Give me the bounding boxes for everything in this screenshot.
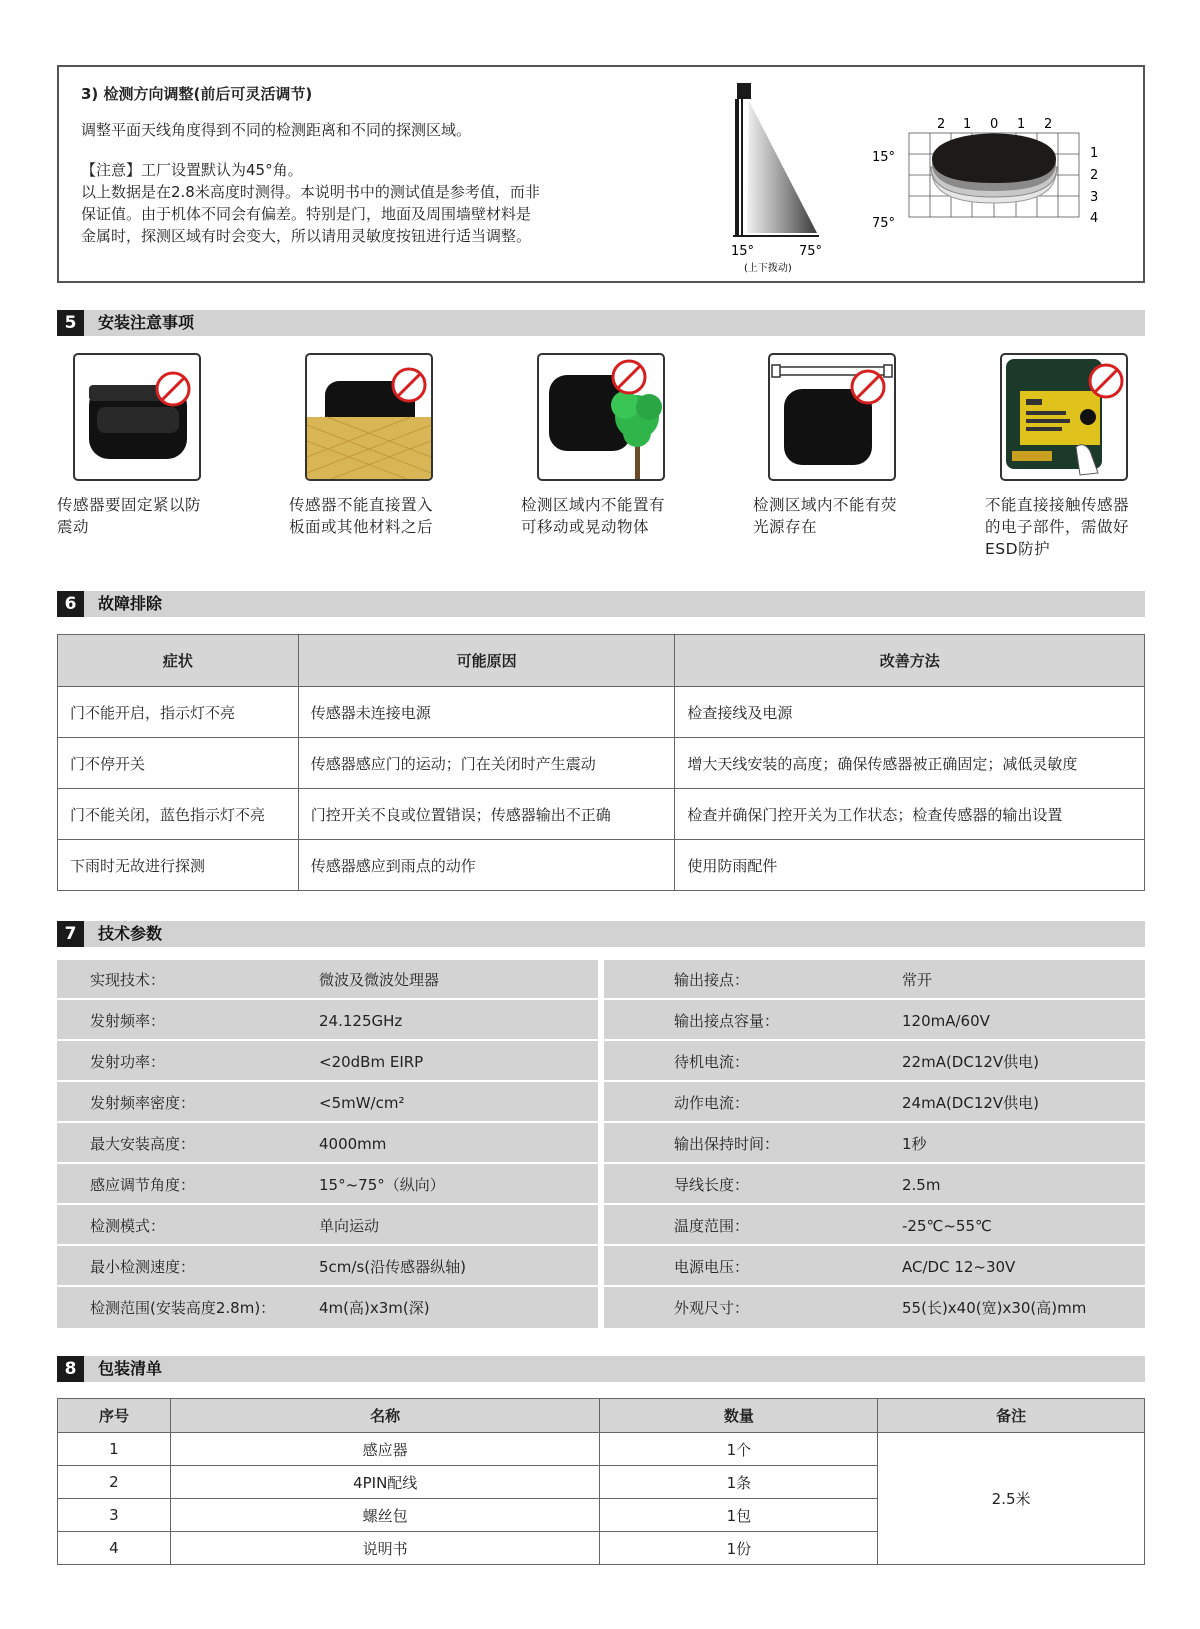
spec-key: 电源电压： (674, 1258, 750, 1276)
spec-row (604, 1042, 1145, 1082)
spec-key: 最大安装高度： (90, 1135, 196, 1153)
zone-top-label: 2 (937, 117, 946, 132)
table-row (58, 1433, 1145, 1466)
remark-cell: 2.5米 (878, 1433, 1145, 1565)
quantity-cell: 1个 (600, 1433, 878, 1466)
troubleshooting-table (57, 634, 1145, 891)
column-header: 可能原因 (298, 635, 675, 687)
zone-angle-top: 15° (872, 150, 896, 165)
spec-value: 常开 (902, 971, 933, 989)
angle-caption: (上下拨动) (744, 263, 792, 274)
install-caption (521, 494, 696, 538)
zone-side-label: 4 (1090, 211, 1099, 226)
spec-value: <20dBm EIRP (319, 1053, 424, 1071)
section-number: 6 (57, 591, 84, 617)
column-header: 名称 (170, 1399, 600, 1433)
detection-direction-box (57, 65, 1145, 283)
spec-value: 15°~75°（纵向） (319, 1176, 445, 1194)
caption-line: ESD防护 (985, 540, 1051, 558)
spec-key: 输出接点容量： (674, 1012, 780, 1030)
cause-cell: 传感器感应到雨点的动作 (298, 840, 675, 891)
detection-direction-desc: 调整平面天线角度得到不同的检测距离和不同的探测区域。 (81, 121, 472, 139)
detection-direction-title: 3) 检测方向调整(前后可灵活调节) (81, 85, 313, 103)
item-name-cell: 说明书 (170, 1532, 600, 1565)
zone-top-label: 2 (1044, 117, 1053, 132)
caption-line: 的电子部件，需做好 (985, 518, 1130, 536)
install-caption (753, 494, 928, 538)
index-cell: 3 (58, 1499, 171, 1532)
spec-key: 导线长度： (674, 1176, 750, 1194)
caption-line: 检测区域内不能有荧 (753, 496, 898, 514)
spec-value: 120mA/60V (902, 1012, 990, 1030)
install-icon-electronics (1000, 353, 1128, 481)
spec-row (57, 1247, 598, 1287)
quantity-cell: 1包 (600, 1499, 878, 1532)
zone-top-label: 1 (963, 117, 972, 132)
note-line: 【注意】工厂设置默认为45°角。 (81, 161, 303, 179)
spec-key: 实现技术： (90, 971, 166, 989)
section-title: 包装清单 (98, 1359, 163, 1378)
angle-max-label: 75° (799, 244, 823, 259)
symptom-cell: 门不能关闭，蓝色指示灯不亮 (58, 789, 299, 840)
specs-left-column (57, 960, 598, 1328)
spec-value: 22mA(DC12V供电) (902, 1053, 1040, 1071)
prohibit-icon (393, 369, 425, 401)
install-caption (57, 494, 232, 538)
spec-value: 1秒 (902, 1135, 927, 1153)
spec-key: 输出保持时间： (674, 1135, 780, 1153)
detection-zone-diagram (854, 111, 1144, 281)
detection-note (81, 159, 621, 247)
symptom-cell: 门不停开关 (58, 738, 299, 789)
spec-key: 发射功率： (90, 1053, 166, 1071)
zone-side-label: 3 (1090, 190, 1099, 205)
install-icon-moving-objects (537, 353, 665, 481)
spec-key: 检测模式： (90, 1217, 166, 1235)
spec-key: 检测范围(安装高度2.8m)： (90, 1299, 276, 1317)
caption-line: 板面或其他材料之后 (289, 518, 434, 536)
quantity-cell: 1条 (600, 1466, 878, 1499)
section-number: 5 (57, 310, 84, 336)
section-number: 7 (57, 921, 84, 947)
spec-value: 4m(高)x3m(深) (319, 1299, 430, 1317)
column-header: 数量 (600, 1399, 878, 1433)
spec-value: 2.5m (902, 1176, 941, 1194)
install-icon-fluorescent (768, 353, 896, 481)
zone-angle-bottom: 75° (872, 216, 896, 231)
spec-value: 24.125GHz (319, 1012, 403, 1030)
zone-top-label: 0 (990, 117, 999, 132)
spec-key: 待机电流： (674, 1053, 750, 1071)
note-line: 保证值。由于机体不同会有偏差。特别是门，地面及周围墙壁材料是 (81, 205, 532, 223)
quantity-cell: 1份 (600, 1532, 878, 1565)
spec-key: 最小检测速度： (90, 1258, 196, 1276)
spec-key: 输出接点： (674, 971, 750, 989)
caption-line: 可移动或晃动物体 (521, 518, 650, 536)
spec-row (57, 1288, 598, 1328)
spec-row (604, 1206, 1145, 1246)
solution-cell: 检查并确保门控开关为工作状态；检查传感器的输出设置 (675, 789, 1145, 840)
spec-row (604, 1124, 1145, 1164)
prohibit-icon (157, 373, 189, 405)
symptom-cell: 门不能开启，指示灯不亮 (58, 687, 299, 738)
section-number: 8 (57, 1356, 84, 1382)
install-icon-panel (305, 353, 433, 481)
spec-row (604, 1083, 1145, 1123)
table-header-row (58, 635, 1145, 687)
spec-row (57, 1124, 598, 1164)
spec-row (604, 960, 1145, 1000)
index-cell: 1 (58, 1433, 171, 1466)
spec-key: 感应调节角度： (90, 1176, 196, 1194)
caption-line: 传感器不能直接置入 (289, 496, 434, 514)
spec-row (57, 960, 598, 1000)
table-row (58, 840, 1145, 891)
angle-min-label: 15° (731, 244, 755, 259)
caption-line: 震动 (57, 518, 90, 536)
angle-adjust-diagram (689, 81, 859, 276)
column-header: 症状 (58, 635, 299, 687)
spec-key: 发射频率： (90, 1012, 166, 1030)
spec-row (57, 1165, 598, 1205)
section-title: 安装注意事项 (98, 313, 195, 332)
solution-cell: 检查接线及电源 (675, 687, 1145, 738)
index-cell: 4 (58, 1532, 171, 1565)
column-header: 改善方法 (675, 635, 1145, 687)
cause-cell: 门控开关不良或位置错误；传感器输出不正确 (298, 789, 675, 840)
spec-row (604, 1165, 1145, 1205)
specs-right-column (604, 960, 1145, 1328)
caption-line: 不能直接接触传感器 (985, 496, 1130, 514)
section-header-packing (57, 1356, 1145, 1382)
item-name-cell: 4PIN配线 (170, 1466, 600, 1499)
install-caption (985, 494, 1160, 560)
spec-value: 55(长)x40(宽)x30(高)mm (902, 1299, 1087, 1317)
spec-row (57, 1083, 598, 1123)
spec-value: 微波及微波处理器 (319, 971, 440, 989)
index-cell: 2 (58, 1466, 171, 1499)
cause-cell: 传感器未连接电源 (298, 687, 675, 738)
solution-cell: 增大天线安装的高度；确保传感器被正确固定；减低灵敏度 (675, 738, 1145, 789)
note-line: 以上数据是在2.8米高度时测得。本说明书中的测试值是参考值，而非 (81, 183, 540, 201)
column-header: 序号 (58, 1399, 171, 1433)
install-icon-fixed (73, 353, 201, 481)
spec-key: 外观尺寸： (674, 1299, 750, 1317)
item-name-cell: 感应器 (170, 1433, 600, 1466)
solution-cell: 使用防雨配件 (675, 840, 1145, 891)
spec-value: 单向运动 (319, 1217, 380, 1235)
spec-value: 4000mm (319, 1135, 387, 1153)
section-title: 故障排除 (98, 594, 163, 613)
note-line: 金属时，探测区域有时会变大，所以请用灵敏度按钮进行适当调整。 (81, 227, 532, 245)
spec-key: 发射频率密度： (90, 1094, 196, 1112)
spec-value: 5cm/s(沿传感器纵轴) (319, 1258, 466, 1276)
section-title: 技术参数 (98, 924, 163, 943)
spec-row (604, 1247, 1145, 1287)
spec-row (57, 1206, 598, 1246)
cause-cell: 传感器感应门的运动；门在关闭时产生震动 (298, 738, 675, 789)
caption-line: 传感器要固定紧以防 (57, 496, 202, 514)
zone-top-label: 1 (1017, 117, 1026, 132)
prohibit-icon (613, 361, 645, 393)
zone-side-label: 1 (1090, 146, 1099, 161)
packing-list-table (57, 1398, 1145, 1565)
caption-line: 检测区域内不能置有 (521, 496, 666, 514)
table-row (58, 687, 1145, 738)
spec-row (604, 1001, 1145, 1041)
spec-key: 温度范围： (674, 1217, 750, 1235)
section-header-specs (57, 921, 1145, 947)
symptom-cell: 下雨时无故进行探测 (58, 840, 299, 891)
table-row (58, 738, 1145, 789)
spec-value: 24mA(DC12V供电) (902, 1094, 1040, 1112)
table-row (58, 789, 1145, 840)
spec-value: -25℃~55℃ (902, 1217, 992, 1235)
prohibit-icon (1090, 365, 1122, 397)
caption-line: 光源存在 (753, 518, 818, 536)
prohibit-icon (852, 371, 884, 403)
item-name-cell: 螺丝包 (170, 1499, 600, 1532)
spec-row (604, 1288, 1145, 1328)
spec-key: 动作电流： (674, 1094, 750, 1112)
section-header-troubleshooting (57, 591, 1145, 617)
install-caption (289, 494, 464, 538)
table-header-row (58, 1399, 1145, 1433)
spec-row (57, 1042, 598, 1082)
zone-side-label: 2 (1090, 168, 1099, 183)
spec-value: AC/DC 12~30V (902, 1258, 1016, 1276)
spec-value: <5mW/cm² (319, 1094, 405, 1112)
spec-row (57, 1001, 598, 1041)
section-header-install (57, 310, 1145, 336)
column-header: 备注 (878, 1399, 1145, 1433)
